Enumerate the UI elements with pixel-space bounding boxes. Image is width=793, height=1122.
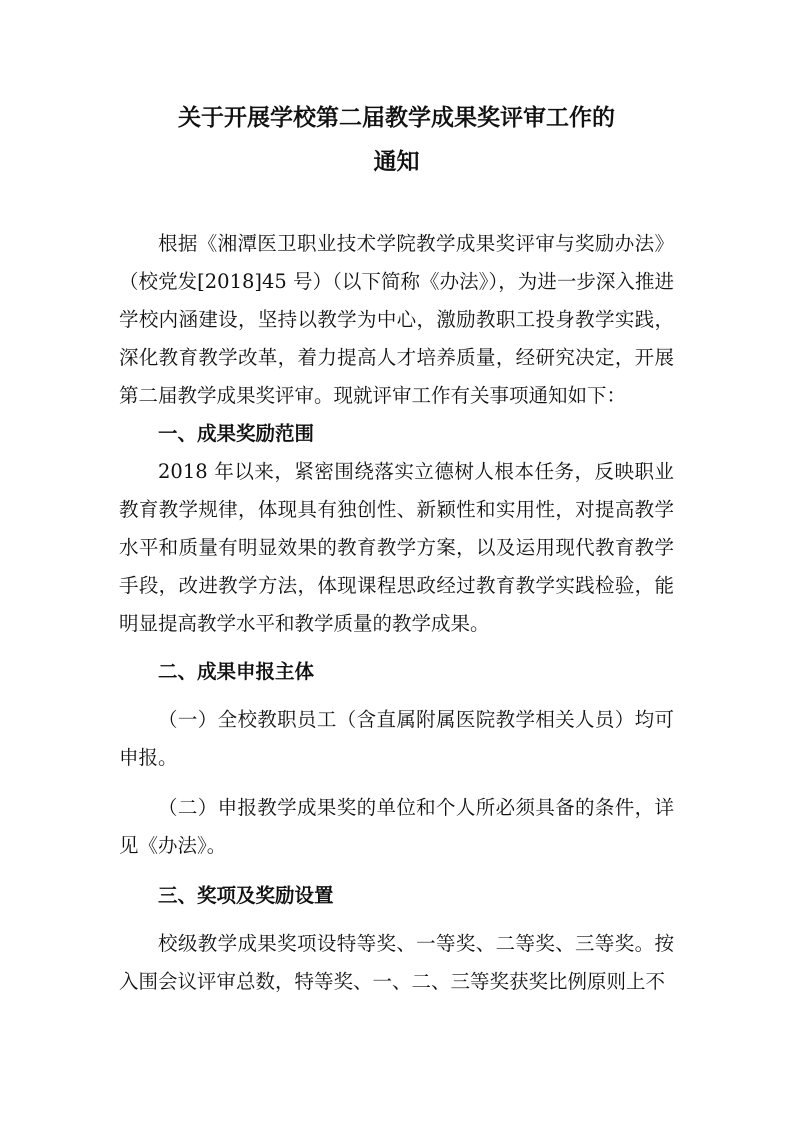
section-heading-applicants: 二、成果申报主体 [158, 660, 315, 683]
document-title-line1: 关于开展学校第二届教学成果奖评审工作的 [178, 105, 615, 131]
spacer [119, 691, 674, 701]
document-title-line2: 通知 [373, 149, 420, 175]
spacer [119, 915, 674, 925]
spacer [119, 643, 674, 653]
section-heading-scope: 一、成果奖励范围 [158, 422, 315, 445]
spacer [119, 777, 674, 789]
document-body [119, 225, 674, 1001]
section-scope-paragraph: 2018 年以来，紧密围绕落实立德树人根本任务，反映职业教育教学规律，体现具有独创性、新颖性和实用性，对提高教学水平和质量有明显效果的教育教学方案，以及运用现代教育教学手段，改进教学方法，体现课程思政经过教育教学实践检验，能明显提高教学水平和教学质量的教学成果。 [119, 460, 674, 635]
section-heading-awards: 三、奖项及奖励设置 [158, 884, 334, 907]
section-applicants-paragraph-1: （一）全校教职员工（含直属附属医院教学相关人员）均可申报。 [119, 708, 674, 769]
section-applicants-paragraph-2: （二）申报教学成果奖的单位和个人所必须具备的条件，详见《办法》。 [119, 796, 674, 857]
intro-paragraph: 根据《湘潭医卫职业技术学院教学成果奖评审与奖励办法》（校党发[2018]45 号）（以下简称《办法》），为进一步深入推进学校内涵建设，坚持以教学为中心，激励教职工投身教学实践，深化教育教学改革，着力提高人才培养质量，经研究决定，开展第二届教学成果奖评审。现就评审工作有关事项通知如下： [119, 232, 674, 407]
spacer [119, 865, 674, 877]
section-awards-paragraph: 校级教学成果奖项设特等奖、一等奖、二等奖、三等奖。按入围会议评审总数，特等奖、一、二、三等奖获奖比例原则上不 [119, 932, 674, 993]
